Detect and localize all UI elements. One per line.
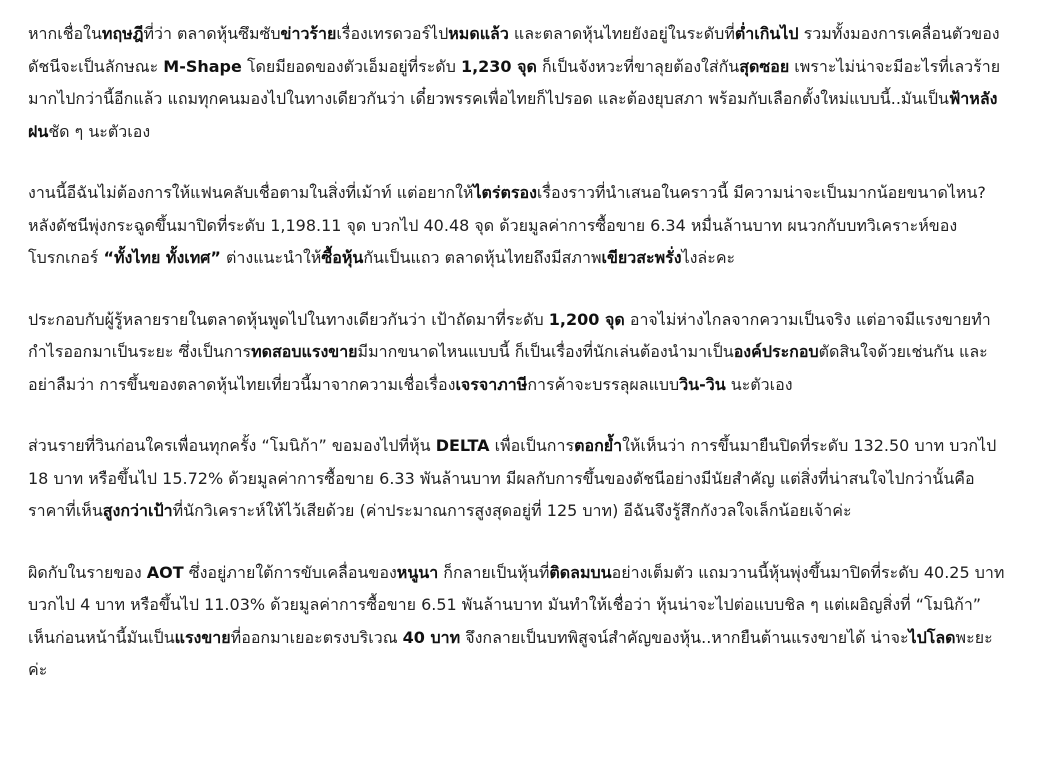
article-body <box>28 18 1008 716</box>
text-run: เพื่อเป็นการ <box>489 436 575 455</box>
bold-text-run: ตอกย้ำ <box>574 436 623 455</box>
bold-text-run: สูงกว่าเป้า <box>102 501 173 520</box>
bold-text-run: หนูนา <box>396 562 439 582</box>
text-run: ที่ว่า ตลาดหุ้นซึมซับ <box>143 24 281 43</box>
paragraph-4 <box>28 430 1008 528</box>
text-run: จึงกลายเป็นบทพิสูจน์สำคัญของหุ้น..หากยืนต้านแรงขายได้ น่าจะ <box>460 627 909 647</box>
text-run: เรื่องราวที่นำเสนอในคราวนี้ มีความน่าจะเป็นมากน้อยขนาดไหน? หลังดัชนีพุ่งกระฉูดขึ้นมาปิดที่ระดับ 1,198.11 จุด บวกไป 40.48 จุด ด้วยมูลค่าการซื้อขาย 6.34 หมื่นล้านบาท ผนวกกับบทวิเคราะห์ของโบรกเกอร์ <box>28 183 986 267</box>
paragraph-3 <box>28 304 1008 402</box>
text-run: กันเป็นแถว ตลาดหุ้นไทยถึงมีสภาพ <box>363 248 602 267</box>
text-run: พะยะค่ะ <box>28 627 993 679</box>
text-run: ซึ่งอยู่ภายใต้การขับเคลื่อนของ <box>183 562 397 582</box>
bold-text-run: ซื้อหุ้น <box>321 248 364 267</box>
text-run: หากเชื่อใน <box>28 24 102 43</box>
text-run: และตลาดหุ้นไทยยังอยู่ในระดับที่ <box>508 24 735 43</box>
paragraph-5 <box>28 557 1008 687</box>
text-run: อาจไม่ห่างไกลจากความเป็นจริง แต่อาจมีแรงขายทำกำไรออกมาเป็นระยะ ซึ่งเป็นการ <box>28 309 991 361</box>
bold-text-run: แรงขาย <box>174 627 231 647</box>
bold-text-run: AOT <box>146 562 184 582</box>
text-run: อย่างเต็มตัว แถมวานนี้หุ้นพุ่งขึ้นมาปิดที่ระดับ 40.25 บาท บวกไป 4 บาท หรือขึ้นไป 11.03% ด้วยมูลค่าการซื้อขาย 6.51 พันล้านบาท มันทำให้เชื่อว่า หุ้นน่าจะไปต่อแบบชิล ๆ แต่เผอิญสิ่งที่ “โมนิก้า” เห็นก่อนหน้านี้มันเป็น <box>28 562 1005 647</box>
text-run: เรื่องเทรดวอร์ไป <box>336 24 449 43</box>
text-run: ชัด ๆ นะตัวเอง <box>48 121 151 141</box>
bold-text-run: หมดแล้ว <box>448 24 509 43</box>
text-run: ผิดกับในรายของ <box>28 562 147 582</box>
bold-text-run: ฟ้าหลังฝน <box>28 89 998 141</box>
bold-text-run: ทดสอบแรงขาย <box>251 342 358 361</box>
text-run: ก็เป็นจังหวะที่ขาลุยต้องใส่กัน <box>536 56 740 76</box>
bold-text-run: เจรจาภาษี <box>455 374 528 394</box>
paragraph-2 <box>28 177 1008 275</box>
bold-text-run: องค์ประกอบ <box>733 342 819 361</box>
text-run: ส่วนรายที่วินก่อนใครเพื่อนทุกครั้ง “โมนิก้า” ขอมองไปที่หุ้น <box>28 436 436 455</box>
text-run: การค้าจะบรรลุผลแบบ <box>527 374 680 394</box>
bold-text-run: DELTA <box>435 436 490 455</box>
text-run: นะตัวเอง <box>725 374 793 394</box>
text-run: ที่ออกมาเยอะตรงบริเวณ <box>230 627 403 647</box>
bold-text-run: 40 บาท <box>402 627 461 647</box>
text-run: ประกอบกับผู้รู้หลายรายในตลาดหุ้นพูดไปในทางเดียวกันว่า เป้าถัดมาที่ระดับ <box>28 309 549 329</box>
text-run: เพราะไม่น่าจะมีอะไรที่เลวร้ายมากไปกว่านี้อีกแล้ว แถมทุกคนมองไปในทางเดียวกันว่า เดี๋ยวพรรคเพื่อไทยก็ไปรอด และต้องยุบสภา พร้อมกับเลือกตั้งใหม่แบบนี้..มันเป็น <box>28 56 1001 108</box>
text-run: ต่างแนะนำให้ <box>220 248 322 267</box>
text-run: ที่นักวิเคราะห์ให้ไว้เสียด้วย (ค่าประมาณการสูงสุดอยู่ที่ 125 บาท) อีฉันจึงรู้สึกกังวลใจเล็กน้อยเจ้าค่ะ <box>172 501 852 520</box>
text-run: ก็กลายเป็นหุ้นที่ <box>438 562 550 582</box>
text-run: มีมากขนาดไหนแบบนี้ ก็เป็นเรื่องที่นักเล่นต้องนำมาเป็น <box>357 342 734 361</box>
text-run: ตัดสินใจด้วยเช่นกัน และอย่าลืมว่า การขึ้นของตลาดหุ้นไทยเที่ยวนี้มาจากความเชื่อเรื่อง <box>28 342 988 394</box>
bold-text-run: ต่ำเกินไป <box>734 24 799 43</box>
bold-text-run: ข่าวร้าย <box>280 24 337 43</box>
text-run: ให้เห็นว่า การขึ้นมายืนปิดที่ระดับ 132.50 บาท บวกไป 18 บาท หรือขึ้นไป 15.72% ด้วยมูลค่าการซื้อขาย 6.33 พันล้านบาท มีผลกับการขึ้นของดัชนีอย่างมีนัยสำคัญ แต่สิ่งที่น่าสนใจไปกว่านั้นคือ ราคาที่เห็น <box>28 436 997 520</box>
bold-text-run: ติดลมบน <box>549 562 612 582</box>
paragraph-1 <box>28 18 1008 148</box>
text-run: โดยมียอดของตัวเอ็มอยู่ที่ระดับ <box>241 56 461 76</box>
bold-text-run: 1,200 จุด <box>548 309 625 329</box>
text-run: งานนี้อีฉันไม่ต้องการให้แฟนคลับเชื่อตามในสิ่งที่เม้าท์ แต่อยากให้ <box>28 183 474 202</box>
text-run: รวมทั้งมองการเคลื่อนตัวของดัชนีจะเป็นลักษณะ <box>28 24 1000 76</box>
bold-text-run: เขียวสะพรั่ง <box>601 248 682 267</box>
bold-text-run: สุดซอย <box>739 56 790 76</box>
bold-text-run: “ทั้งไทย ทั้งเทศ” <box>103 248 221 267</box>
text-run: ไงล่ะคะ <box>681 248 736 267</box>
bold-text-run: ไปโลด <box>908 627 956 647</box>
bold-text-run: วิน-วิน <box>679 374 726 394</box>
bold-text-run: M-Shape <box>163 56 242 76</box>
bold-text-run: ทฤษฎี <box>101 24 144 43</box>
bold-text-run: ไตร่ตรอง <box>473 183 537 202</box>
bold-text-run: 1,230 จุด <box>460 56 537 76</box>
